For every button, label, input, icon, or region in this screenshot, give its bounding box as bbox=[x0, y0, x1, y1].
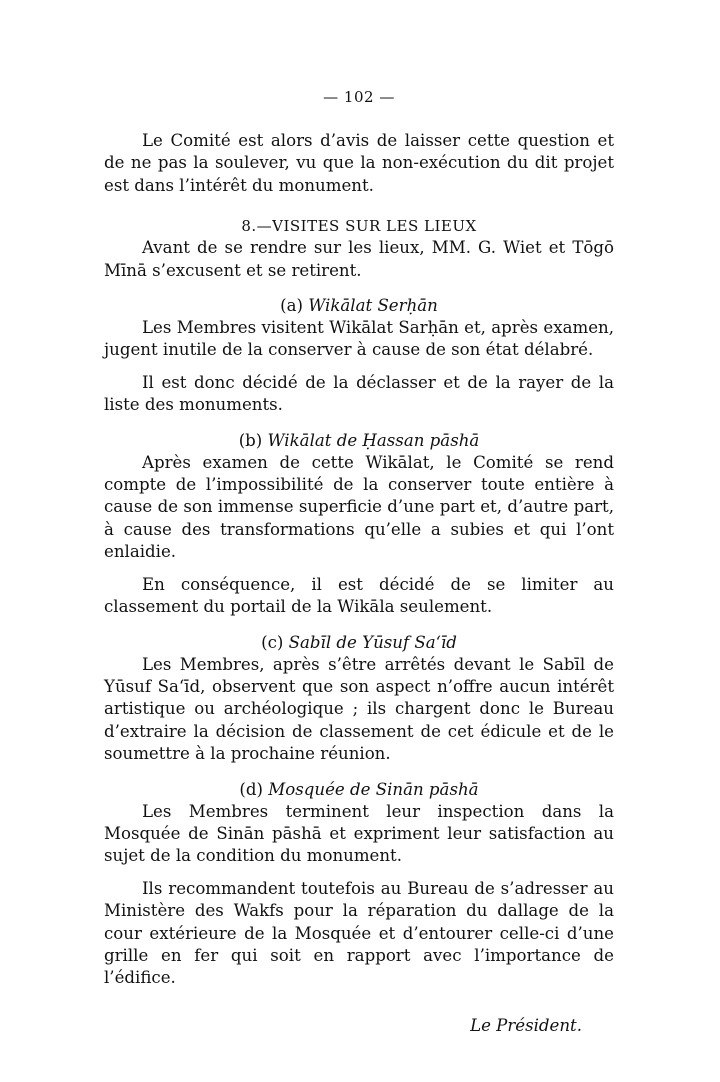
document-page bbox=[104, 88, 614, 1035]
section-heading: 8.—VISITES SUR LES LIEUX bbox=[241, 217, 477, 236]
intro-paragraph: Le Comité est alors d’avis de laisser cette question et de ne pas la soulever, vu que la non-exécution du dit projet est dans l’intérêt du monument. bbox=[104, 131, 614, 195]
paragraph: En conséquence, il est décidé de se limiter au classement du portail de la Wikāla seulement. bbox=[104, 574, 614, 617]
subsection-heading-c bbox=[104, 633, 614, 652]
paragraph: Les Membres, après s’être arrêtés devant le Sabīl de Yūsuf Sa‘īd, observent que son aspect n’offre aucun intérêt artistique ou archéologique ; ils chargent donc le Bureau d’extraire la décision de classement de cet édicule et de le soumettre à la prochaine réunion. bbox=[104, 654, 614, 764]
signature: Le Président. bbox=[470, 1015, 582, 1035]
subsection-title: Mosquée de Sinān pāshā bbox=[268, 779, 479, 799]
subsection-heading-d bbox=[104, 780, 614, 799]
subsection-title: Wikālat Serḥān bbox=[308, 296, 438, 316]
subsection-label: (d) bbox=[239, 779, 263, 799]
paragraph: Les Membres terminent leur inspection dans la Mosquée de Sinān pāshā et expriment leur satisfaction au sujet de la condition du monument. bbox=[104, 801, 614, 866]
subsection-label: (a) bbox=[280, 296, 303, 316]
subsection-title: Sabīl de Yūsuf Sa‘īd bbox=[288, 632, 457, 652]
paragraph: Les Membres visitent Wikālat Sarḥān et, après examen, jugent inutile de la conserver à cause de son état délabré. bbox=[104, 318, 614, 360]
subsection-heading-b bbox=[104, 431, 614, 450]
subsection-heading-a bbox=[104, 296, 614, 315]
paragraph: Après examen de cette Wikālat, le Comité se rend compte de l’impossibilité de la conserver toute entière à cause de son immense superficie d’une part et, d’autre part, à cause des transformations qu’elle a subies et qui l’ont enlaidie. bbox=[104, 452, 614, 562]
section-paragraph: Avant de se rendre sur les lieux, MM. G. Wiet et Tōgō Mīnā s’excusent et se retirent. bbox=[104, 238, 614, 280]
subsection-title: Wikālat de Ḥassan pāshā bbox=[267, 430, 480, 450]
paragraph: Il est donc décidé de la déclasser et de la rayer de la liste des monuments. bbox=[104, 372, 614, 415]
subsection-label: (c) bbox=[261, 632, 284, 652]
subsection-label: (b) bbox=[238, 430, 263, 450]
page-number: — 102 — bbox=[323, 88, 395, 106]
paragraph: Ils recommandent toutefois au Bureau de s’adresser au Ministère des Wakfs pour la réparation du dallage de la cour extérieure de la Mosquée et d’entourer celle-ci d’une grille en fer qui soit en rapport avec l’importance de l’édifice. bbox=[104, 878, 614, 988]
